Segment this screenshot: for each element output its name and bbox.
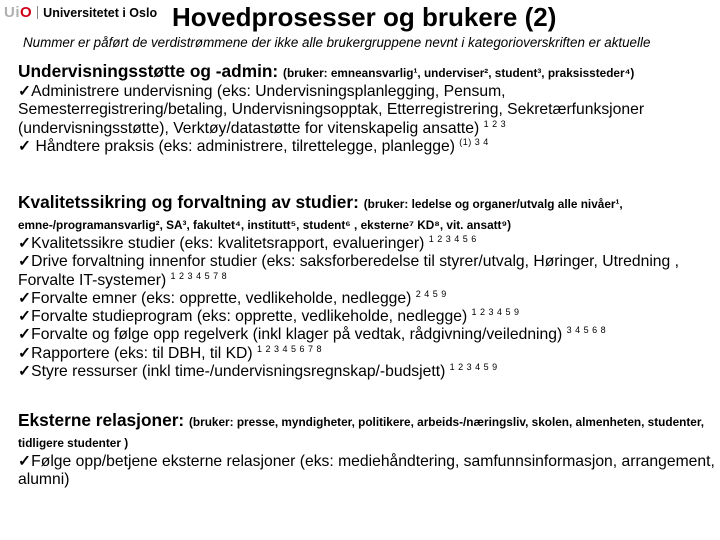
list-item [18,308,718,326]
checkmark-icon: ✓ [18,344,32,362]
checkmark-icon: ✓ [18,137,32,155]
page-title: Hovedprosesser og brukere (2) [172,2,557,32]
section-users: (bruker: ledelse og organer/utvalg alle nivåer¹, emne-/programansvarlig², SA³, fakultet⁴, institutt⁵, student⁶ , eksterne⁷ KD⁸, vit. ansatt⁹) [18,197,623,232]
item-text: Styre ressurser (inkl time-/undervisningsregnskap/-budsjett) [31,363,446,381]
item-refs: 1 2 3 4 5 6 [428,233,477,244]
item-refs: (1) 3 4 [459,136,489,147]
section-title: Kvalitetssikring og forvaltning av studier: [18,192,359,212]
section-kvalitetssikring [18,193,718,381]
page-subtitle: Nummer er påført de verdistrømmene der ikke alle brukergruppene nevnt i kategorioverskriften er aktuelle [23,35,651,50]
checkmark-icon: ✓ [18,289,32,307]
item-refs: 1 2 3 [483,118,507,129]
list-item [18,363,718,381]
section-title: Eksterne relasjoner: [18,410,185,430]
section-heading [18,193,718,235]
item-text: Forvalte og følge opp regelverk (inkl klager på vedtak, rådgivning/veiledning) [31,326,563,344]
checkmark-icon: ✓ [18,453,32,470]
list-item [18,326,718,344]
checkmark-icon: ✓ [18,253,32,271]
item-text: Rapportere (eks: til DBH, til KD) [31,344,253,362]
item-refs: 3 4 5 6 8 [566,325,607,336]
item-text: Forvalte emner (eks: opprette, vedlikeholde, nedlegge) [31,289,412,307]
uio-logo [4,4,157,21]
checkmark-icon: ✓ [18,83,32,100]
checkmark-icon: ✓ [18,326,32,344]
list-item [18,253,718,290]
section-heading [18,62,718,83]
item-text: Drive forvaltning innenfor studier (eks: saksforberedelse til styrer/utvalg, Høringer, Utredning , Forvalte IT-systemer) [18,253,679,289]
checkmark-icon: ✓ [18,308,32,326]
item-text: Kvalitetssikre studier (eks: kvalitetsrapport, evalueringer) [31,235,425,252]
list-item [18,138,718,156]
section-title: Undervisningsstøtte og -admin: [18,61,279,81]
item-text: Administrere undervisning (eks: Undervisningsplanlegging, Pensum, Semesterregistrering/betaling, Undervisningsopptak, Etterregistrering, Sekretærfunksjoner (undervisningsstøtte), Verktøy/datastøtte for vitenskapelig ansatte) [18,83,645,137]
item-text: Forvalte studieprogram (eks: opprette, vedlikeholde, nedlegge) [31,308,468,326]
section-heading [18,411,718,453]
section-undervisning [18,62,718,156]
section-users: (bruker: emneansvarlig¹, underviser², student³, praksissteder⁴) [283,66,635,80]
item-text: Følge opp/betjene eksterne relasjoner (eks: mediehåndtering, samfunnsinformasjon, arrangement, alumni) [18,453,715,489]
list-item [18,453,718,490]
list-item [18,290,718,308]
checkmark-icon: ✓ [18,235,32,252]
item-text: Håndtere praksis (eks: administrere, tilrettelegge, planlegge) [35,137,455,155]
list-item [18,235,718,253]
item-refs: 1 2 3 4 5 6 7 8 [256,343,322,354]
section-users: (bruker: presse, myndigheter, politikere, arbeids-/næringsliv, skolen, almenheten, studenter, tidligere studenter ) [18,415,705,450]
logo-text: Universitetet i Oslo [43,5,158,20]
checkmark-icon: ✓ [18,363,32,381]
item-refs: 1 2 3 4 5 9 [471,306,520,317]
item-refs: 2 4 5 9 [415,288,447,299]
logo-divider [37,6,38,19]
list-item [18,345,718,363]
uio-logo-mark: UiO [4,4,33,21]
list-item [18,83,718,138]
item-refs: 1 2 3 4 5 7 8 [170,270,228,281]
item-refs: 1 2 3 4 5 9 [449,361,498,372]
section-eksterne-relasjoner [18,411,718,490]
